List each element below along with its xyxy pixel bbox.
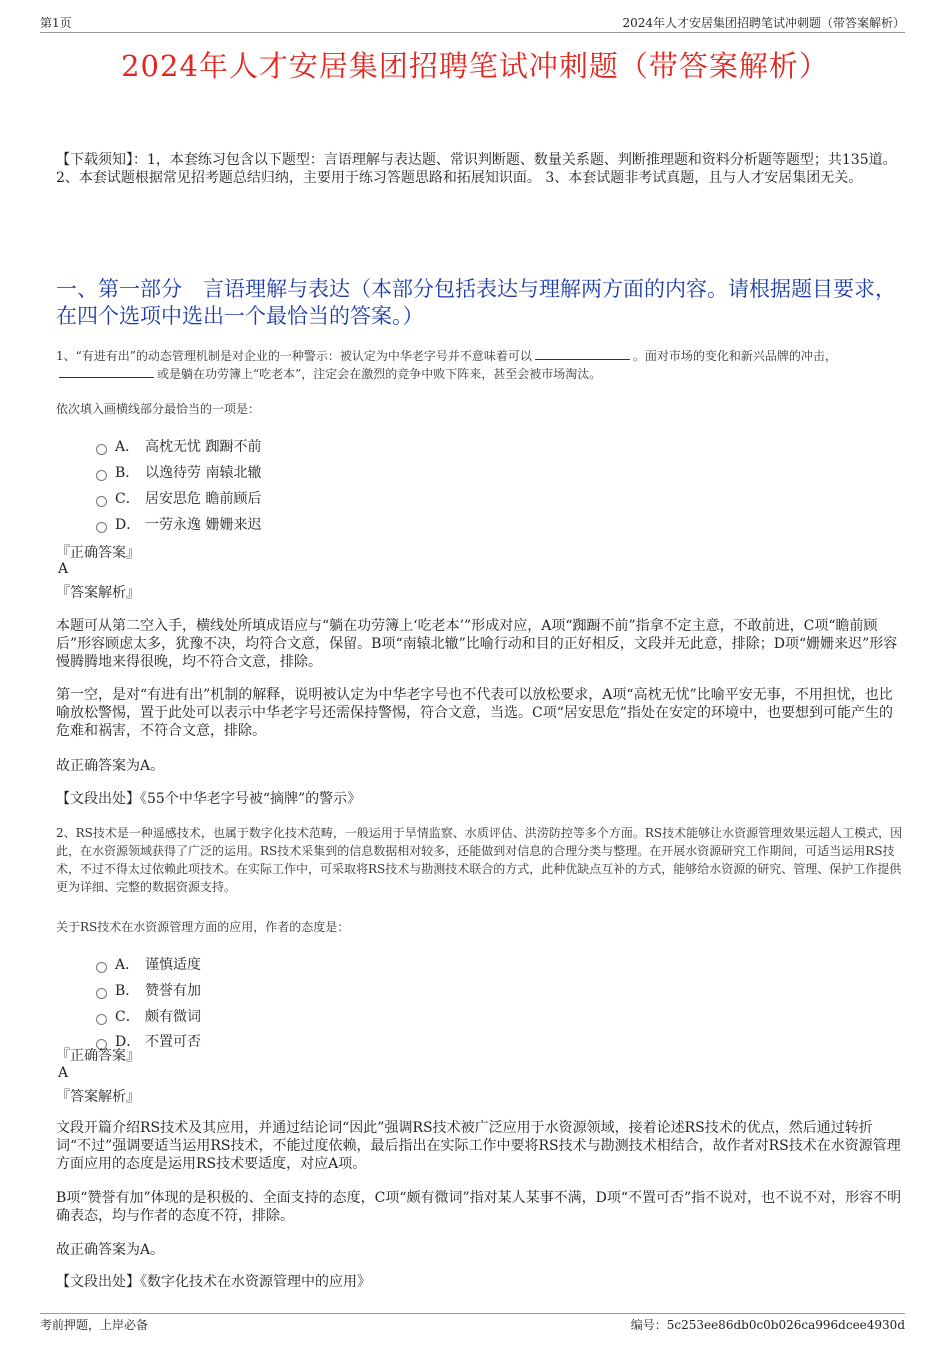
q2-option-d[interactable]: D． 不置可否 bbox=[96, 1031, 201, 1051]
q2-analysis-p1: 文段开篇介绍RS技术及其应用，并通过结论词“因此”强调RS技术被广泛应用于水资源领域，接着论述RS技术的优点，然后通过转折词“不过”强调要适当运用RS技术，不能过度依赖，最后指出在实际工作中要将RS技术与勘测技术相结合，故作者对RS技术在水资源管理方面应用的态度是运用RS技术要适度，对应A项。 bbox=[56, 1120, 901, 1172]
q2-option-b[interactable]: B． 赞誉有加 bbox=[96, 980, 201, 1000]
q2-analysis-label: 『答案解析』 bbox=[56, 1089, 140, 1105]
q2-answer: A bbox=[58, 1065, 69, 1081]
blank-2 bbox=[59, 367, 154, 378]
q1-option-d[interactable]: D． 一劳永逸 姗姗来迟 bbox=[96, 514, 261, 534]
radio-icon[interactable] bbox=[96, 988, 107, 999]
page-number: 第1页 bbox=[40, 16, 72, 30]
radio-icon[interactable] bbox=[96, 1014, 107, 1025]
q2-answer-label: 『正确答案』 bbox=[56, 1048, 140, 1064]
header-title: 2024年人才安居集团招聘笔试冲刺题（带答案解析） bbox=[622, 16, 905, 30]
question-1-prompt: 依次填入画横线部分最恰当的一项是： bbox=[56, 402, 261, 416]
blank-1 bbox=[535, 349, 630, 360]
q2-option-c[interactable]: C． 颇有微词 bbox=[96, 1006, 201, 1026]
q2-source: 【文段出处】《数字化技术在水资源管理中的应用》 bbox=[56, 1274, 371, 1290]
q1-option-a[interactable]: A． 高枕无忧 踟蹰不前 bbox=[96, 436, 261, 456]
q1-source: 【文段出处】《55个中华老字号被“摘牌”的警示》 bbox=[56, 791, 362, 807]
radio-icon[interactable] bbox=[96, 444, 107, 455]
footer-slogan: 考前押题，上岸必备 bbox=[40, 1318, 149, 1332]
q2-option-a[interactable]: A． 谨慎适度 bbox=[96, 954, 201, 974]
question-2-stem: 2、RS技术是一种遥感技术，也属于数字化技术范畴，一般运用于旱情监察、水质评估、洪涝防控等多个方面。RS技术能够让水资源管理效果远超人工模式，因此，在水资源领域获得了广泛的运用。RS技术采集到的信息数据相对较多，还能做到对信息的合理分类与整理。在开展水资源研究工作期间，可适当运用RS技术，不过不得太过依赖此项技术。在实际工作中，可采取将RS技术与勘测技术联合的方式，此种优缺点互补的方式，能够给水资源的研究、管理、保护工作提供更为详细、完整的数据资源支持。 bbox=[56, 826, 903, 894]
q1-option-c[interactable]: C． 居安思危 瞻前顾后 bbox=[96, 488, 261, 508]
q1-analysis-p3: 故正确答案为A。 bbox=[56, 758, 165, 774]
page-header bbox=[40, 14, 905, 33]
q1-analysis-p1: 本题可从第二空入手，横线处所填成语应与“躺在功劳簿上‘吃老本’”形成对应，A项“踟蹰不前”指拿不定主意，不敢前进，C项“瞻前顾后”形容顾虑太多，犹豫不决，均符合文意，保留。B项“南辕北辙”比喻行动和目的正好相反，文段并无此意，排除；D项“姗姗来迟”形容慢腾腾地来得很晚，均不符合文意，排除。 bbox=[56, 618, 898, 670]
radio-icon[interactable] bbox=[96, 470, 107, 481]
q1-answer-label: 『正确答案』 bbox=[56, 545, 140, 561]
question-2-prompt: 关于RS技术在水资源管理方面的应用，作者的态度是： bbox=[56, 920, 350, 934]
radio-icon[interactable] bbox=[96, 496, 107, 507]
q1-analysis-p2: 第一空，是对“有进有出”机制的解释，说明被认定为中华老字号也不代表可以放松要求，A项“高枕无忧”比喻平安无事，不用担忧，也比喻放松警惕，置于此处可以表示中华老字号还需保持警惕，符合文意，当选。C项“居安思危”指处在安定的环境中，也要想到可能产生的危难和祸害，不符合文意，排除。 bbox=[56, 687, 894, 739]
radio-icon[interactable] bbox=[96, 522, 107, 533]
page-footer bbox=[40, 1313, 905, 1333]
radio-icon[interactable] bbox=[96, 962, 107, 973]
question-1-stem: 1、“有进有出”的动态管理机制是对企业的一种警示：被认定为中华老字号并不意味着可以 。面对市场的变化和新兴品牌的冲击，或是躺在功劳簿上“吃老本”，注定会在激烈的竞争中败下阵来，甚至会被市场淘汰。 bbox=[56, 349, 837, 381]
q1-analysis-label: 『答案解析』 bbox=[56, 585, 140, 601]
footer-serial: 编号：5c253ee86db0c0b026ca996dcee4930d bbox=[630, 1318, 905, 1332]
section-heading: 一、第一部分 言语理解与表达（本部分包括表达与理解两方面的内容。请根据题目要求，在四个选项中选出一个最恰当的答案。） bbox=[56, 277, 896, 328]
q1-answer: A bbox=[58, 561, 69, 577]
q1-option-b[interactable]: B． 以逸待劳 南辕北辙 bbox=[96, 462, 261, 482]
document-title: 2024年人才安居集团招聘笔试冲刺题（带答案解析） bbox=[121, 49, 829, 83]
download-notice: 【下载须知】：1，本套练习包含以下题型：言语理解与表达题、常识判断题、数量关系题、判断推理题和资料分析题等题型；共135道。 2、本套试题根据常见招考题总结归纳，主要用于练习答题思路和拓展知识面。 3、本套试题非考试真题，且与人才安居集团无关。 bbox=[56, 152, 897, 186]
q2-analysis-p3: 故正确答案为A。 bbox=[56, 1242, 165, 1258]
q2-analysis-p2: B项“赞誉有加”体现的是积极的、全面支持的态度，C项“颇有微词”指对某人某事不满，D项“不置可否”指不说对，也不说不对，形容不明确表态，均与作者的态度不符，排除。 bbox=[56, 1190, 902, 1224]
